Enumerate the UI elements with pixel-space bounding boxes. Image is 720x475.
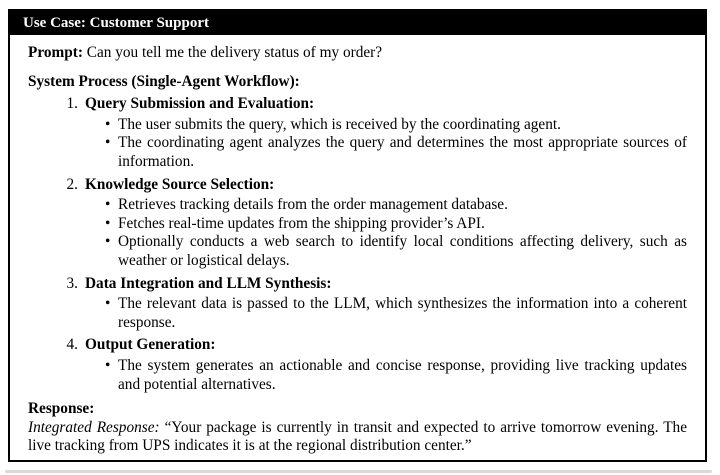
process-step-3 [28, 275, 689, 333]
bullet-icon: • [105, 115, 111, 133]
process-step-2 [28, 176, 689, 271]
bullet-icon: • [105, 196, 111, 214]
integrated-response-label: Integrated Response: [28, 418, 160, 436]
prompt-line [28, 44, 689, 63]
bullet-text: Optionally conducts a web search to identify local conditions affecting delivery, such as weather or logistical delays. [118, 233, 687, 269]
step-title: Data Integration and LLM Synthesis: [85, 274, 332, 292]
step-heading [28, 275, 689, 294]
bullet-icon: • [105, 214, 111, 232]
bullet-item [28, 357, 689, 394]
integrated-response [28, 419, 689, 456]
step-title: Query Submission and Evaluation: [85, 95, 315, 113]
step-bullets [28, 116, 689, 172]
use-case-body [10, 35, 705, 462]
bullet-item [28, 233, 689, 270]
bullet-item [28, 215, 689, 234]
integrated-response-text: “Your package is currently in transit and expected to arrive tomorrow evening. The live tracking from UPS indicates it is at the regional distribution center.” [28, 418, 687, 455]
bullet-item [28, 116, 689, 135]
prompt-text: Can you tell me the delivery status of my order? [86, 44, 383, 61]
bullet-icon: • [105, 233, 111, 251]
process-step-1 [28, 95, 689, 171]
step-title: Knowledge Source Selection: [85, 175, 275, 193]
process-heading: System Process (Single-Agent Workflow): [28, 72, 300, 90]
bullet-text: The user submits the query, which is received by the coordinating agent. [118, 115, 561, 133]
step-bullets [28, 357, 689, 394]
bullet-text: Fetches real-time updates from the shipping provider’s API. [118, 214, 485, 232]
bullet-text: The system generates an actionable and concise response, providing live tracking updates and potential alternatives. [118, 356, 687, 393]
bullet-item [28, 134, 689, 171]
bullet-icon: • [105, 134, 111, 152]
step-bullets [28, 196, 689, 270]
bullet-icon: • [105, 356, 111, 374]
step-title: Output Generation: [85, 336, 216, 354]
prompt-label: Prompt: [28, 44, 83, 61]
step-number: 2. [66, 175, 78, 193]
step-heading [28, 176, 689, 195]
use-case-header [10, 11, 705, 35]
bullet-item [28, 295, 689, 332]
bullet-text: Retrieves tracking details from the order management database. [118, 196, 508, 214]
step-number: 3. [66, 274, 78, 292]
use-case-title: Use Case: Customer Support [23, 14, 209, 31]
bullet-text: The coordinating agent analyzes the query and determines the most appropriate sources of information. [118, 134, 687, 170]
response-label: Response: [28, 400, 95, 418]
bullet-icon: • [105, 295, 111, 313]
process-step-4 [28, 336, 689, 394]
page-edge-shadow [5, 470, 712, 473]
step-bullets [28, 295, 689, 332]
use-case-box [8, 9, 707, 462]
step-heading [28, 95, 689, 114]
step-heading [28, 336, 689, 355]
bullet-item [28, 196, 689, 215]
bullet-text: The relevant data is passed to the LLM, which synthesizes the information into a coherent response. [118, 295, 687, 331]
step-number: 1. [66, 95, 78, 113]
step-number: 4. [66, 336, 78, 354]
